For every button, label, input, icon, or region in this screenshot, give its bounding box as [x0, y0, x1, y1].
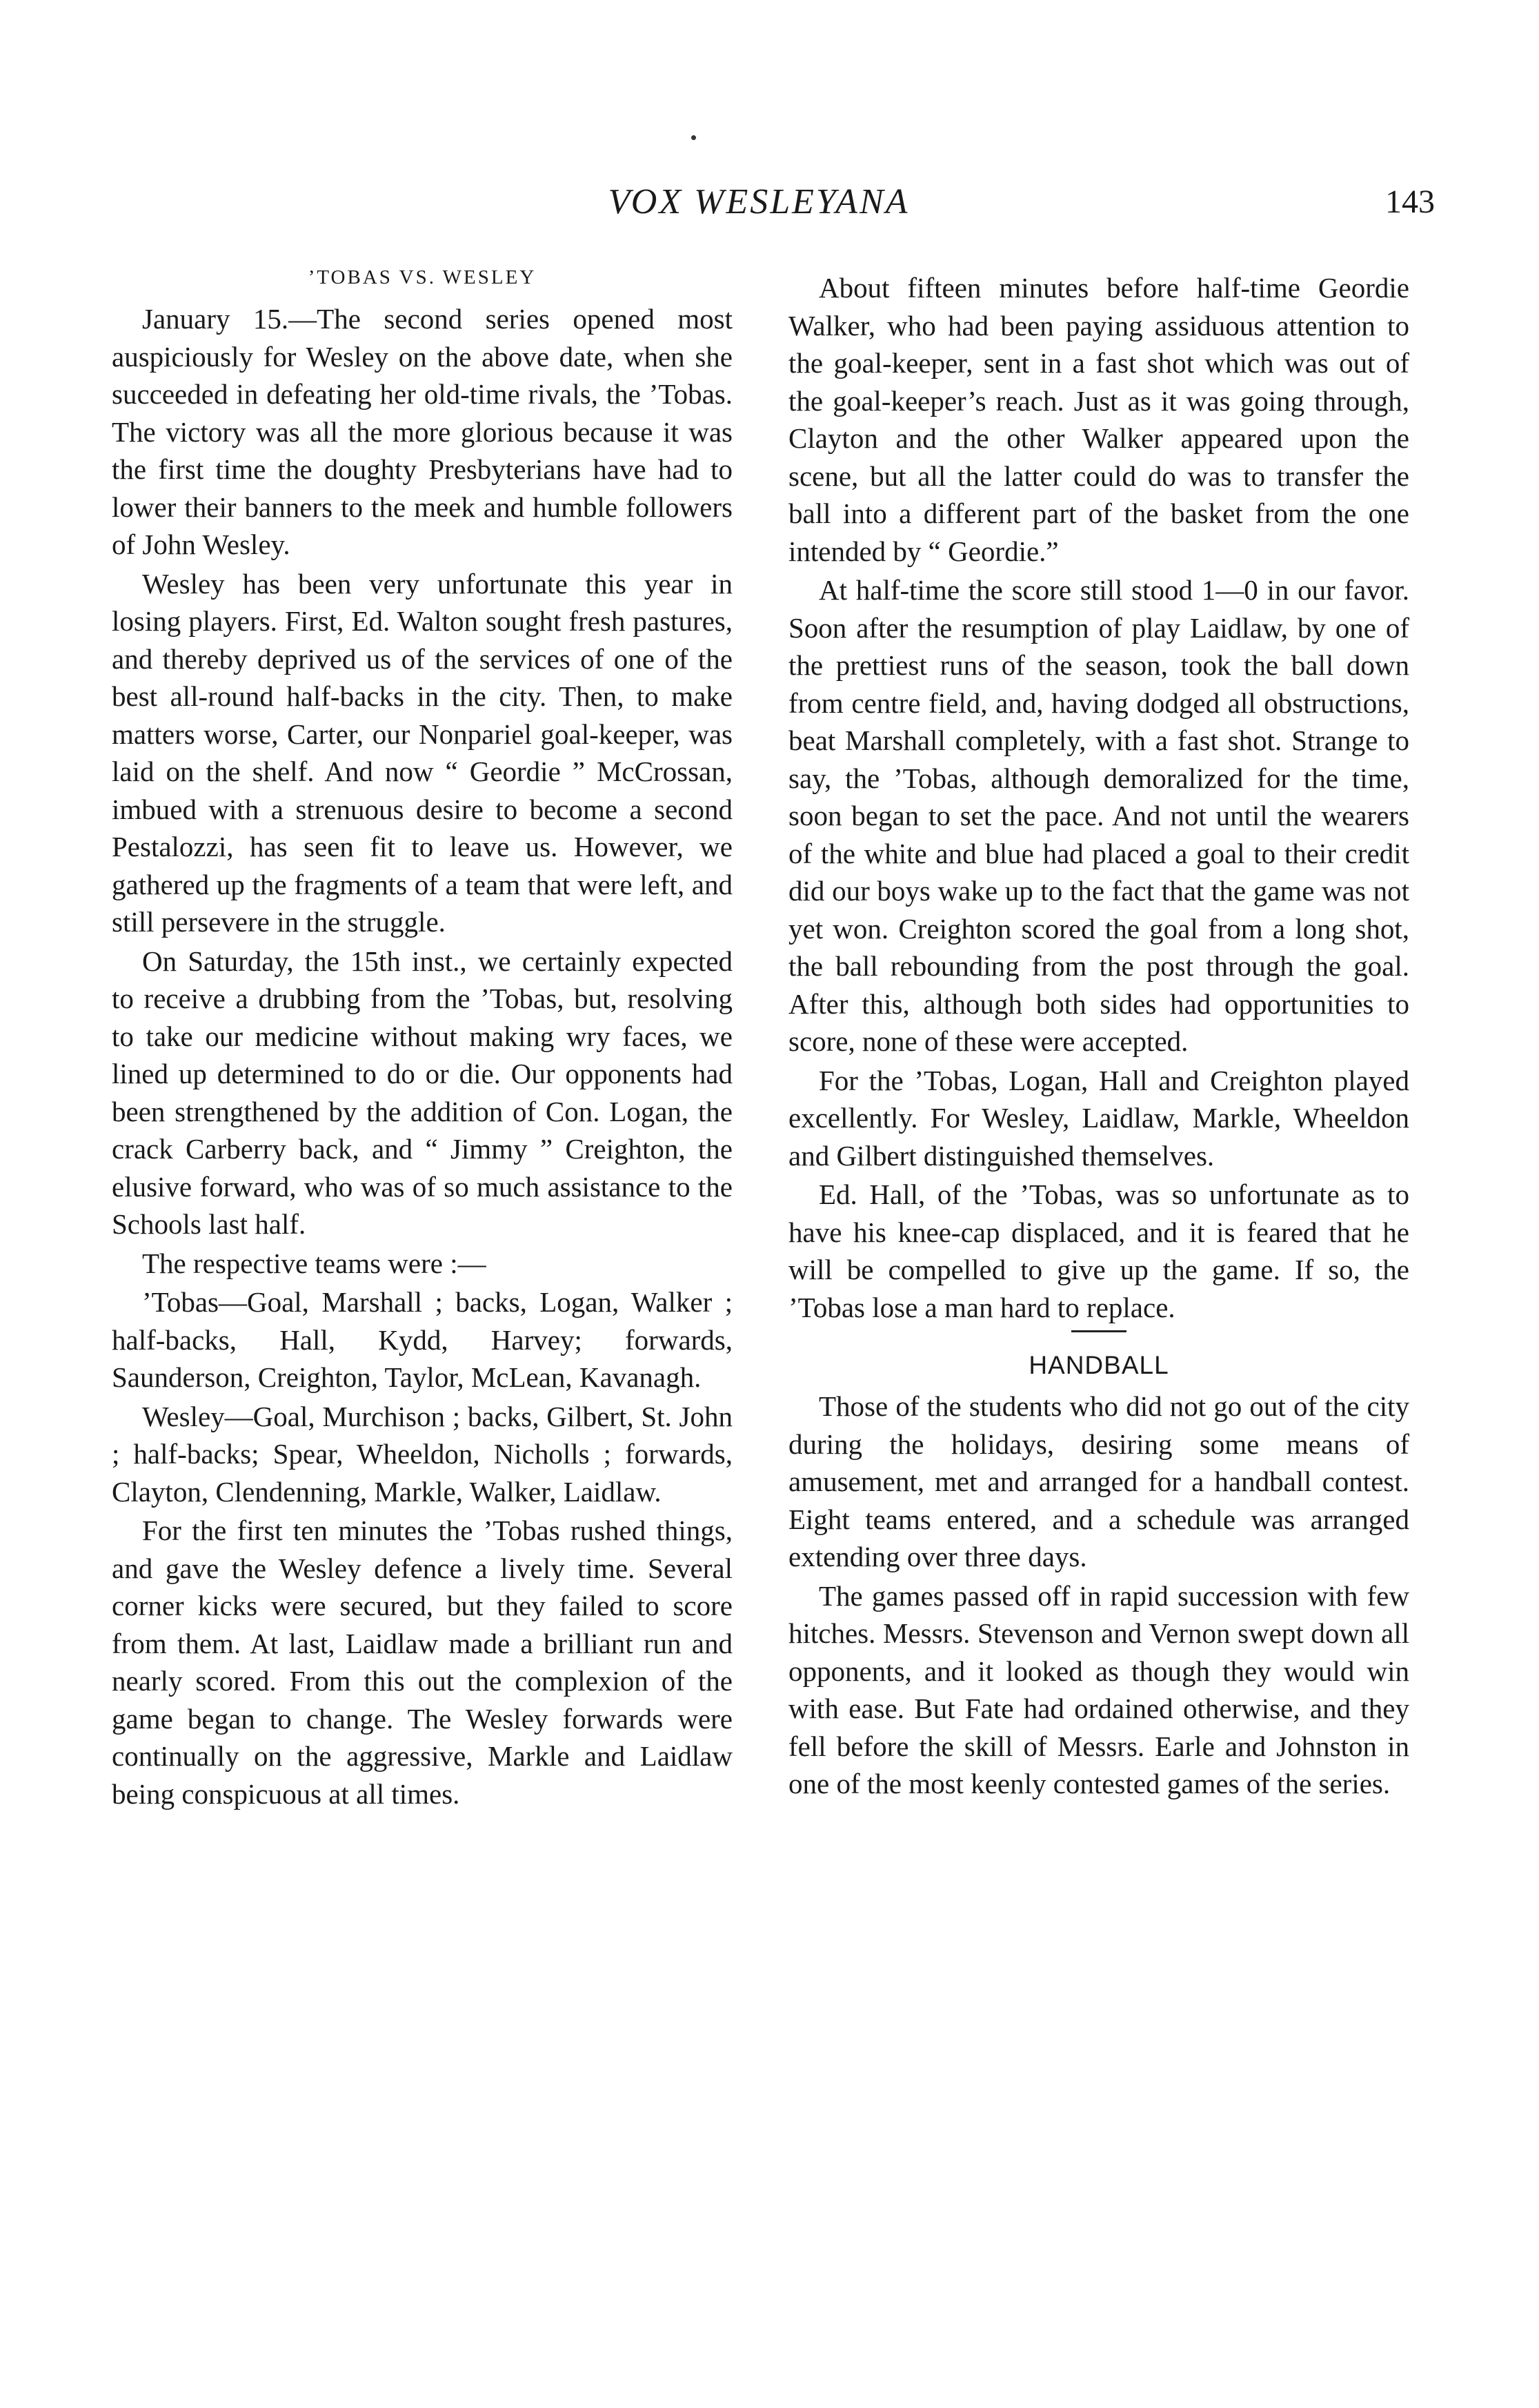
paragraph: Those of the students who did not go out of the city during the holidays, desiring some means of amusement, met and arranged for a handball contest. Eight teams entered, and a schedule was arranged extending over three days.	[788, 1390, 1409, 1572]
article-heading-tobas-vs-wesley: ’TOBAS VS. WESLEY	[308, 266, 537, 288]
paragraph: For the ’Tobas, Logan, Hall and Creighton played excellently. For Wesley, Laidlaw, Markle, Wheeldon and Gilbert distinguished themselves.	[788, 1064, 1409, 1172]
article-heading-handball: HANDBALL	[1029, 1351, 1169, 1379]
page-speck	[691, 135, 696, 140]
left-column	[112, 259, 733, 1814]
paragraph: January 15.—The second series opened most auspiciously for Wesley on the above date, when she succeeded in defeating her old-time rivals, the ’Tobas. The victory was all the more glorious because it was the first time the doughty Presbyterians have had to lower their banners to the meek and humble followers of John Wesley.	[112, 303, 733, 560]
paragraph: The respective teams were :—	[142, 1247, 486, 1279]
page-number: 143	[1385, 184, 1435, 220]
paragraph: About fifteen minutes before half-time Geordie Walker, who had been paying assiduous attention to the goal-keeper, sent in a fast shot which was out of the goal-keeper’s reach. Just as it was going through, Clayton and the other Walker appeared upon the scene, but all the latter could do was to transfer the ball into a different part of the basket from the one intended by “ Geordie.”	[788, 272, 1409, 567]
paragraph: ’Tobas—Goal, Marshall ; backs, Logan, Walker ; half-backs, Hall, Kydd, Harvey; forwards, Saunderson, Creighton, Taylor, McLean, Kavanagh.	[112, 1286, 733, 1393]
paragraph: Ed. Hall, of the ’Tobas, was so unfortunate as to have his knee-cap displaced, and it is feared that he will be compelled to give up the game. If so, the ’Tobas lose a man hard to replace.	[788, 1178, 1409, 1323]
paragraph: Wesley—Goal, Murchison ; backs, Gilbert, St. John ; half-backs; Spear, Wheeldon, Nicholls ; forwards, Clayton, Clendenning, Markle, Walker, Laidlaw.	[112, 1400, 733, 1508]
right-column	[788, 269, 1409, 1804]
running-head	[0, 178, 1539, 226]
journal-title: VOX WESLEYANA	[608, 182, 910, 221]
section-divider	[1071, 1330, 1126, 1332]
paragraph: The games passed off in rapid succession with few hitches. Messrs. Stevenson and Vernon swept down all opponents, and it looked as though they would win with ease. But Fate had ordained otherwise, and they fell before the skill of Messrs. Earle and Johnston in one of the most keenly contested games of the series.	[788, 1579, 1409, 1799]
paragraph: Wesley has been very unfortunate this year in losing players. First, Ed. Walton sought fresh pastures, and thereby deprived us of the services of one of the best all-round half-backs in the city. Then, to make matters worse, Carter, our Nonpariel goal-keeper, was laid on the shelf. And now “ Geordie ” McCrossan, imbued with a strenuous desire to become a second Pestalozzi, has seen fit to leave us. However, we gathered up the fragments of a team that were left, and still persevere in the struggle.	[112, 567, 733, 938]
paragraph: For the first ten minutes the ’Tobas rushed things, and gave the Wesley defence a lively time. Several corner kicks were secured, but they failed to score from them. At last, Laidlaw made a brilliant run and nearly scored. From this out the complexion of the game began to change. The Wesley forwards were continually on the aggressive, Markle and Laidlaw being conspicuous at all times.	[112, 1514, 733, 1810]
paragraph: At half-time the score still stood 1—0 in our favor. Soon after the resumption of play Laidlaw, by one of the prettiest runs of the season, took the ball down from centre field, and, having dodged all obstructions, beat Marshall completely, with a fast shot. Strange to say, the ’Tobas, although demoralized for the time, soon began to set the pace. And not until the wearers of the white and blue had placed a goal to their credit did our boys wake up to the fact that the game was not yet won. Creighton scored the goal from a long shot, the ball rebounding from the post through the goal. After this, although both sides had opportunities to score, none of these were accepted.	[788, 574, 1409, 1057]
paragraph: On Saturday, the 15th inst., we certainly expected to receive a drubbing from the ’Tobas, but, resolving to take our medicine without making wry faces, we lined up determined to do or die. Our opponents had been strengthened by the addition of Con. Logan, the crack Carberry back, and “ Jimmy ” Creighton, the elusive forward, who was of so much assistance to the Schools last half.	[112, 945, 733, 1240]
